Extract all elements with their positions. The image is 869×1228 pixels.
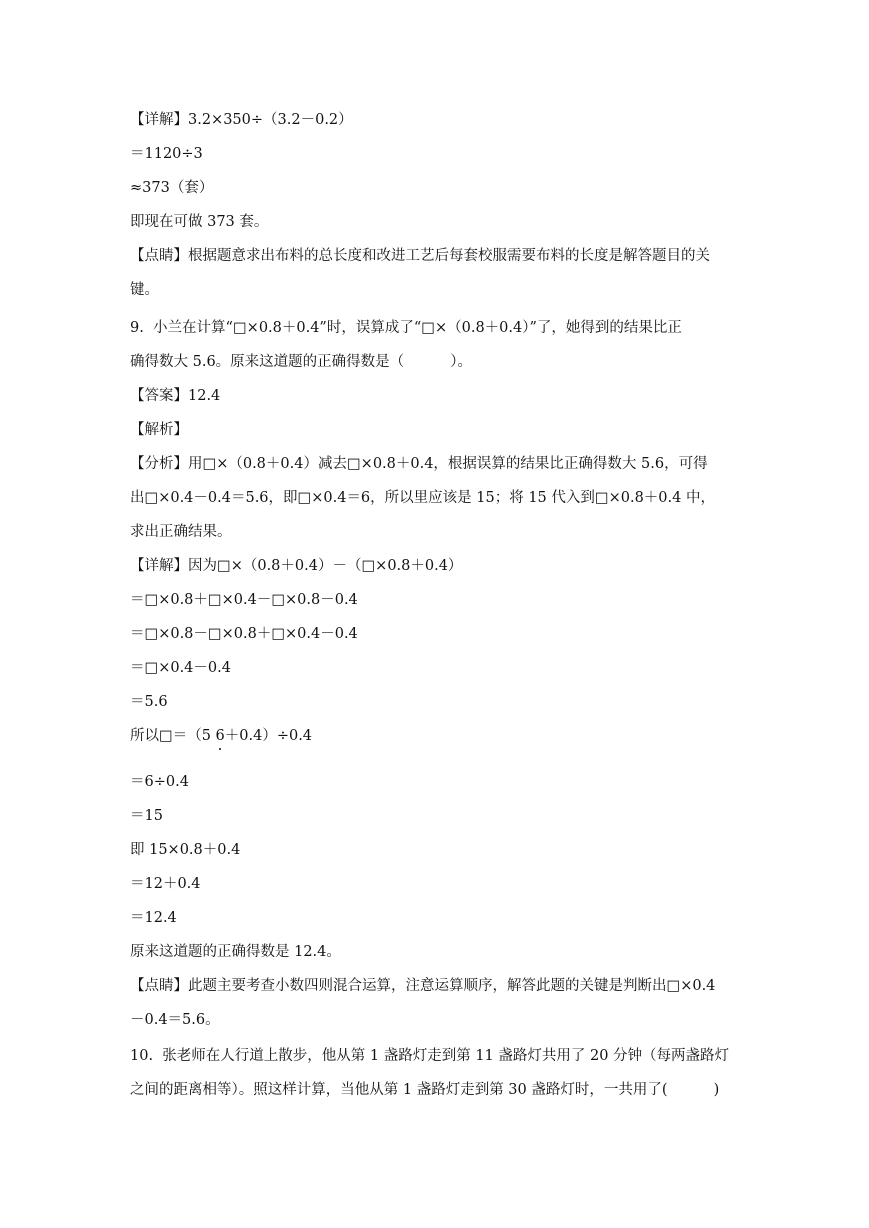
text-line: －0.4＝5.6。 [130,1012,220,1028]
emphasis-dot [219,748,221,750]
text-line: 【详解】因为□×（0.8＋0.4）－（□×0.8＋0.4） [130,558,463,574]
text-line: ＝1120÷3 [130,146,203,162]
question-9: 9. 小兰在计算“□×0.8＋0.4”时，误算成了“□×（0.8＋0.4）”了，她得到的结果比正 [130,320,682,336]
text-line: 之间的距离相等）。照这样计算，当他从第 1 盏路灯走到第 30 盏路灯时，一共用了( ) [130,1082,720,1098]
analysis-label: 【解析】 [130,422,188,438]
text-line: ＝12＋0.4 [130,876,201,892]
text-line: ＝5.6 [130,694,168,710]
text-line: 即现在可做 373 套。 [130,214,269,230]
text-line: 【详解】3.2×350÷（3.2－0.2） [130,112,353,128]
text-line: 求出正确结果。 [130,524,232,540]
text-line: ＝□×0.4－0.4 [130,660,231,676]
text-line: 【点睛】此题主要考查小数四则混合运算，注意运算顺序，解答此题的关键是判断出□×0.4 [130,978,716,994]
text-line: 【分析】用□×（0.8＋0.4）减去□×0.8＋0.4，根据误算的结果比正确得数大 5.6，可得 [130,456,708,472]
answer-label: 【答案】12.4 [130,388,221,404]
text-line: 即 15×0.8＋0.4 [130,842,241,858]
text-line: 键。 [130,282,159,298]
text-line: ＝15 [130,808,163,824]
text-line: 出□×0.4－0.4＝5.6，即□×0.4＝6，所以里应该是 15；将 15 代入到□×0.8＋0.4 中， [130,490,715,506]
text-line: ＝12.4 [130,910,177,926]
text-line: 确得数大 5.6。原来这道题的正确得数是（ ）。 [130,354,473,370]
text-line: ＝□×0.8－□×0.8＋□×0.4－0.4 [130,626,358,642]
text-line: 所以□＝（5 6＋0.4）÷0.4 [130,728,313,744]
text-line: ≈373（套） [130,180,214,196]
text-line: 【点睛】根据题意求出布料的总长度和改进工艺后每套校服需要布料的长度是解答题目的关 [130,248,710,264]
text-line: ＝6÷0.4 [130,774,189,790]
text-line: 原来这道题的正确得数是 12.4。 [130,944,341,960]
text-line: ＝□×0.8＋□×0.4－□×0.8－0.4 [130,592,358,608]
question-10: 10. 张老师在人行道上散步，他从第 1 盏路灯走到第 11 盏路灯共用了 20 分钟（每两盏路灯 [130,1048,730,1064]
